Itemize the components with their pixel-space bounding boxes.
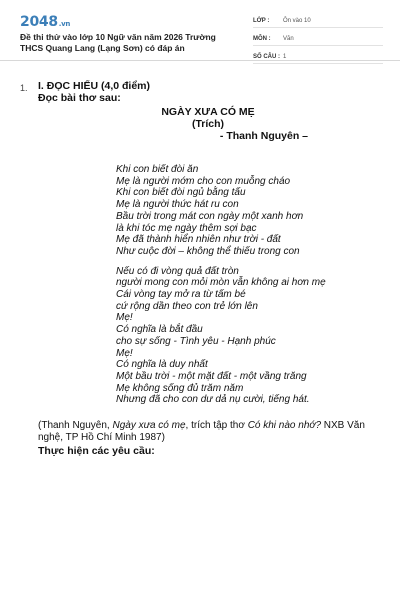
exam-meta <box>253 14 383 68</box>
logo-text: 2048 <box>20 14 58 30</box>
source-text: (Thanh Nguyên, <box>38 420 113 432</box>
poem-line: Mẹ không sống đủ trăm năm <box>116 382 244 394</box>
meta-value: Văn <box>283 35 294 42</box>
meta-row-class <box>253 14 383 28</box>
meta-value: 1 <box>283 53 287 60</box>
site-logo[interactable] <box>20 14 70 30</box>
poem-line: Như cuộc đời – không thể thiếu trong con <box>116 245 300 257</box>
poem-line: Có nghĩa là bắt đầu <box>116 324 203 336</box>
page-header <box>0 0 400 61</box>
poem-line: Mẹ là người thức hát ru con <box>116 199 239 211</box>
meta-row-subject <box>253 32 383 46</box>
question-number: 1. <box>20 83 28 93</box>
poem-line: là khi tóc mẹ ngày thêm sợi bạc <box>116 222 257 234</box>
poem-line: Nhưng đã cho con dư dả nụ cười, tiếng hát. <box>116 394 310 406</box>
source-text: NXB Văn nghệ, TP Hồ Chí Minh 1987) <box>38 420 365 444</box>
poem-stanza-1 <box>116 164 378 258</box>
poem-title: NGÀY XƯA CÓ MẸ <box>161 106 255 118</box>
question-body <box>38 80 378 457</box>
tasks-label: Thực hiện các yêu cầu: <box>38 445 155 458</box>
section-title: I. ĐỌC HIỂU (4,0 điểm) <box>38 80 151 92</box>
meta-row-count <box>253 50 383 64</box>
poem-line: Khi con biết đòi ngủ bằng tấu <box>116 187 246 199</box>
poem-source <box>38 420 378 444</box>
poem-line: Mẹ! <box>116 312 133 324</box>
source-text: , trích tập thơ <box>185 420 248 432</box>
poem-line: Nếu có đi vòng quả đất tròn <box>116 265 239 277</box>
poem-line: Mẹ là người mớm cho con muỗng cháo <box>116 175 291 187</box>
poem-line: Cái vòng tay mở ra từ tấm bé <box>116 289 246 301</box>
poem-line: Mẹ! <box>116 347 133 359</box>
meta-label: SỐ CÂU : <box>253 53 280 60</box>
logo-tld: .vn <box>58 20 71 28</box>
meta-value: Ôn vào 10 <box>283 17 311 24</box>
poem-line: người mong con mỏi mòn vẫn không ai hơn mẹ <box>116 277 326 289</box>
poem-line: Có nghĩa là duy nhất <box>116 359 208 371</box>
source-collection-name: Có khi nào nhớ? <box>247 420 322 432</box>
meta-label: LỚP : <box>253 17 270 24</box>
poem-line: cứ rộng dần theo con trẻ lớn lên <box>116 300 258 312</box>
poem-stanza-2 <box>116 266 378 406</box>
reading-instruction: Đọc bài thơ sau: <box>38 92 121 104</box>
poem-author: - Thanh Nguyên – <box>219 130 308 142</box>
poem-line: Một bầu trời - một mặt đất - một vầng trăng <box>116 370 307 382</box>
poem-line: Mẹ đã thành hiển nhiên như trời - đất <box>116 234 281 246</box>
poem-subtitle: (Trích) <box>191 118 225 130</box>
poem-line: Khi con biết đòi ăn <box>116 164 199 175</box>
meta-label: MÔN : <box>253 35 271 42</box>
source-poem-name: Ngày xưa có mẹ <box>112 420 186 432</box>
poem-line: cho sự sống - Tình yêu - Hạnh phúc <box>116 335 276 347</box>
document-title: Đề thi thử vào lớp 10 Ngữ văn năm 2026 Trường THCS Quang Lang (Lạng Sơn) có đáp án <box>20 32 216 53</box>
poem-line: Bầu trời trong mát con ngày một xanh hơn <box>116 210 304 222</box>
